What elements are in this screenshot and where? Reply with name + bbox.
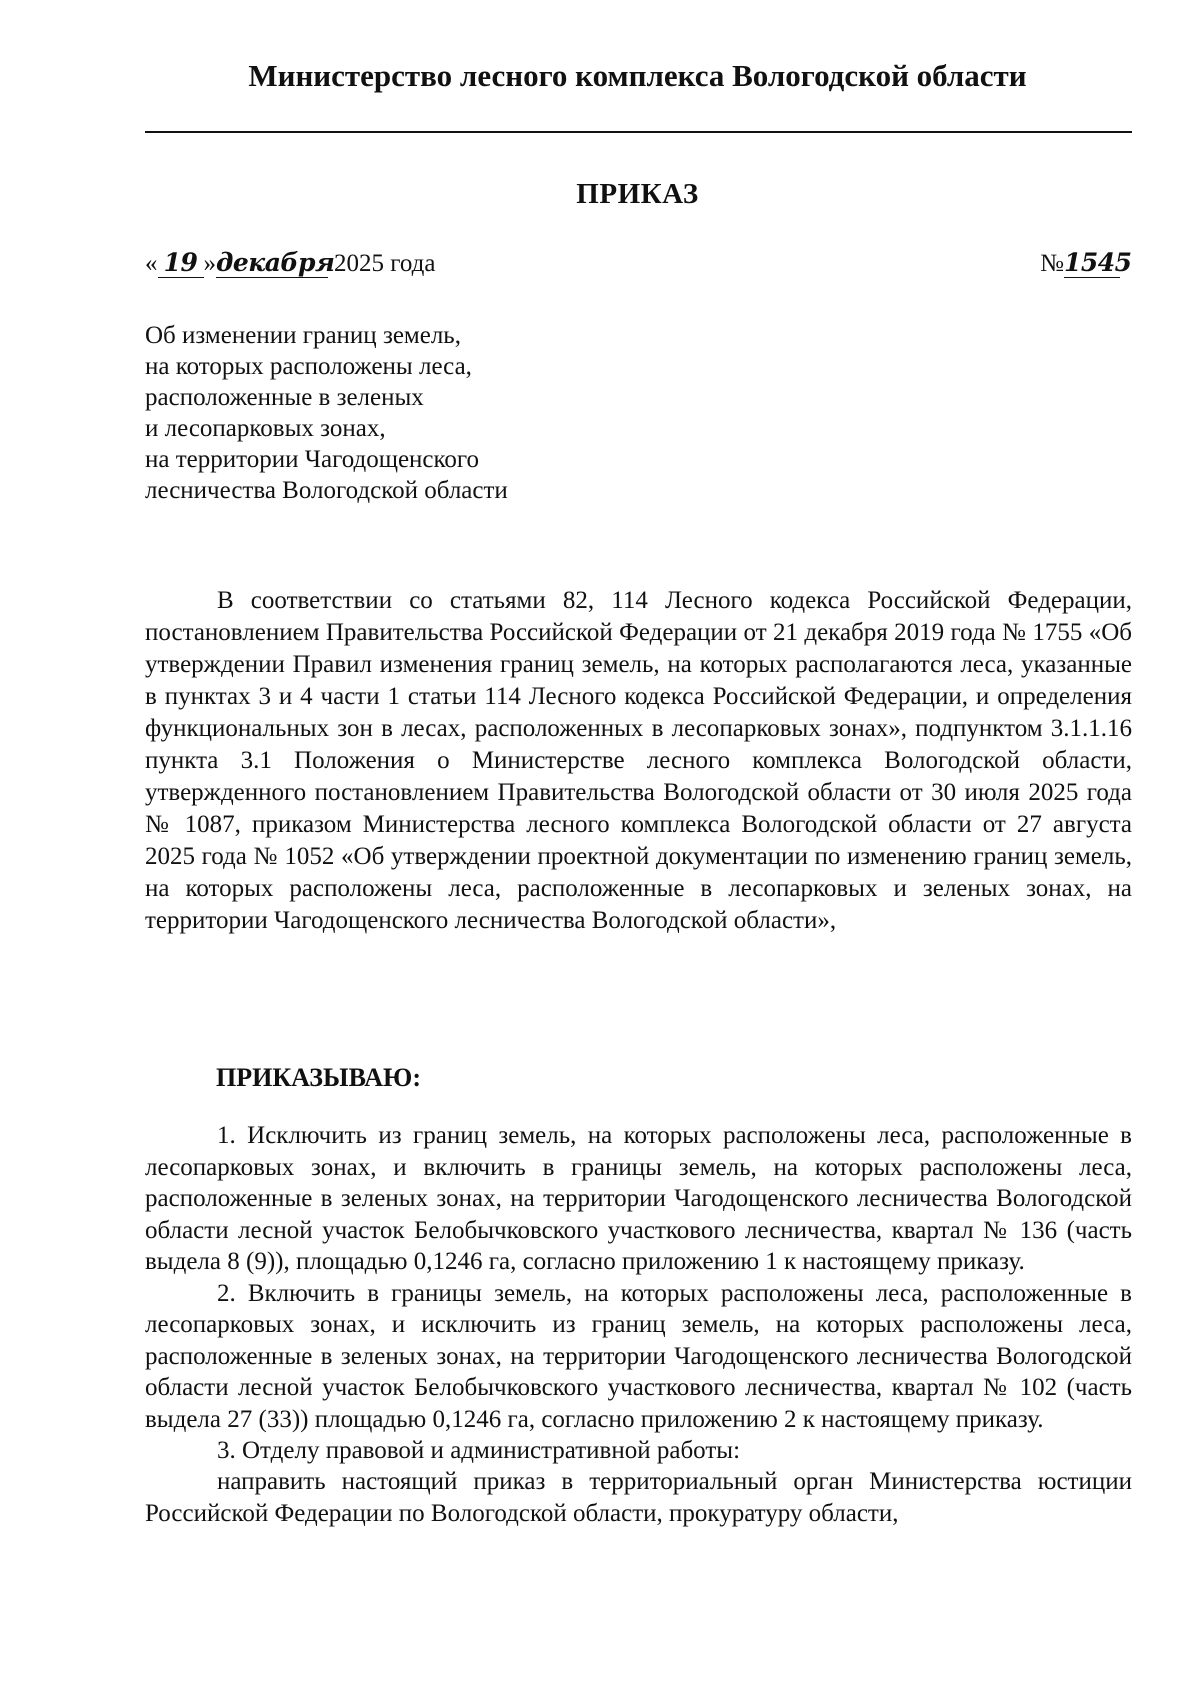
order-items	[145, 1120, 1132, 1529]
preamble-block	[145, 585, 1132, 937]
subject-line: расположенные в зеленых	[145, 384, 424, 411]
document-number	[1040, 248, 1132, 278]
subject-line: Об изменении границ земель,	[145, 322, 461, 349]
date-month-handwritten: декабря	[216, 248, 335, 277]
document-type-title: ПРИКАЗ	[576, 178, 699, 210]
date-close-quote: »	[203, 250, 216, 277]
header-divider	[145, 131, 1132, 133]
order-heading: ПРИКАЗЫВАЮ:	[216, 1063, 421, 1092]
order-item-3-subparagraph: направить настоящий приказ в территориальный орган Министерства юстиции Российской Федерации по Вологодской области, прокуратуру области,	[145, 1468, 1132, 1527]
subject-line: и лесопарковых зонах,	[145, 415, 386, 442]
subject-line: на которых расположены леса,	[145, 353, 472, 380]
number-handwritten: 1545	[1064, 248, 1132, 277]
preamble-paragraph: В соответствии со статьями 82, 114 Лесного кодекса Российской Федерации, постановлением Правительства Российской Федерации от 21 декабря 2019 года № 1755 «Об утверждении Правил изменения границ земель, на которых располагаются леса, указанные в пунктах 3 и 4 части 1 статьи 114 Лесного кодекса Российской Федерации, и определения функциональных зон в лесах, расположенных в лесопарковых зонах», подпунктом 3.1.1.16 пункта 3.1 Положения о Министерстве лесного комплекса Вологодской области, утвержденного постановлением Правительства Вологодской области от 30 июля 2025 года № 1087, приказом Министерства лесного комплекса Вологодской области от 27 августа 2025 года № 1052 «Об утверждении проектной документации по изменению границ земель, на которых расположены леса, расположенные в лесопарковых и зеленых зонах, на территории Чагодощенского лесничества Вологодской области»,	[145, 587, 1132, 934]
document-date	[145, 248, 435, 278]
date-open-quote: «	[145, 250, 158, 277]
order-item-2: 2. Включить в границы земель, на которых расположены леса, расположенные в лесопарковых зонах, и исключить из границ земель, на которых расположены леса, расположенные в зеленых зонах, на территории Чагодощенского лесничества Вологодской области лесной участок Белобычковского участкового лесничества, квартал № 102 (часть выдела 27 (33)) площадью 0,1246 га, согласно приложению 2 к настоящему приказу.	[145, 1279, 1132, 1433]
number-prefix: №	[1040, 250, 1064, 277]
date-year: 2025 года	[334, 250, 436, 277]
subject-line: на территории Чагодощенского	[145, 446, 480, 473]
ministry-name: Министерство лесного комплекса Вологодской области	[248, 58, 1027, 93]
subject-line: лесничества Вологодской области	[145, 477, 508, 504]
order-item-3: 3. Отделу правовой и административной работы:	[217, 1437, 741, 1464]
document-subject	[145, 320, 705, 506]
date-day-handwritten: 19	[158, 248, 204, 278]
order-item-1: 1. Исключить из границ земель, на которых расположены леса, расположенные в лесопарковых зонах, и включить в границы земель, на которых расположены леса, расположенные в зеленых зонах, на территории Чагодощенского лесничества Вологодской области лесной участок Белобычковского участкового лесничества, квартал № 136 (часть выдела 8 (9)), площадью 0,1246 га, согласно приложению 1 к настоящему приказу.	[145, 1122, 1132, 1275]
